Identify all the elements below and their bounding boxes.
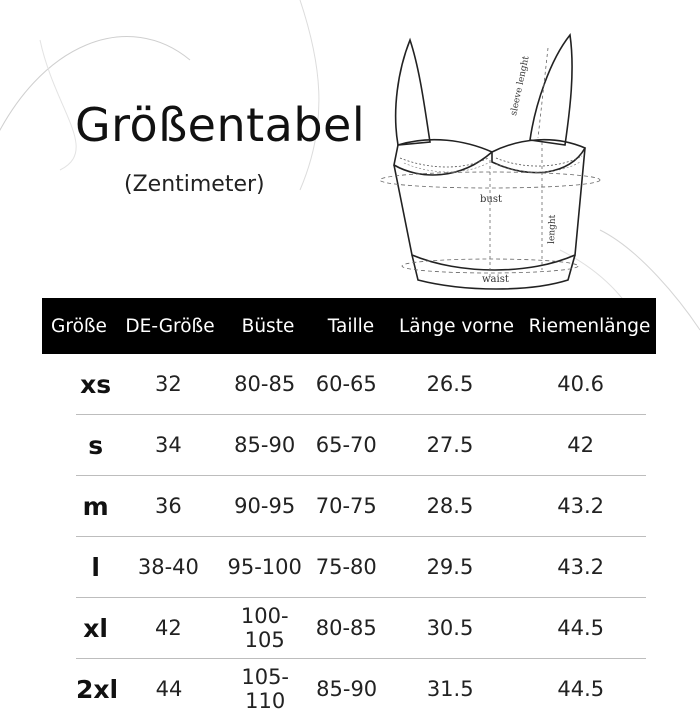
- waist-cell: 80-85: [315, 616, 377, 640]
- size-cell: s: [88, 430, 104, 460]
- table-row: [76, 476, 646, 537]
- bust-label: bust: [480, 194, 502, 205]
- front-length-cell: 27.5: [426, 433, 474, 457]
- de-size-cell: 36: [155, 494, 182, 518]
- waist-cell: 60-65: [315, 372, 377, 396]
- left-strap: [396, 40, 430, 145]
- waist-cell: 75-80: [315, 555, 377, 579]
- right-cup: [492, 140, 585, 173]
- table-row: [76, 659, 646, 719]
- waist-cell: 85-90: [316, 677, 378, 701]
- header-bust: Büste: [241, 315, 295, 337]
- de-size-cell: 44: [155, 677, 183, 701]
- bust-cell: 100-105: [240, 604, 289, 652]
- waist-cell: 70-75: [315, 494, 377, 518]
- unit-subtitle: (Zentimeter): [124, 172, 265, 197]
- size-cell: xl: [83, 613, 108, 643]
- header-size: Größe: [51, 315, 107, 337]
- length-label: lenght: [547, 214, 559, 245]
- de-size-cell: 34: [155, 433, 182, 457]
- bust-cell: 105-110: [241, 665, 290, 713]
- table-row: [76, 354, 646, 415]
- header-de-size: DE-Größe: [125, 315, 215, 337]
- header-strap-length: Riemenlänge: [528, 315, 651, 337]
- table-row: [76, 537, 646, 598]
- table-row: [76, 598, 646, 659]
- strap-length-cell: 44.5: [557, 677, 605, 701]
- strap-length-cell: 43.2: [557, 555, 605, 579]
- bust-cell: 90-95: [234, 494, 296, 518]
- strap-length-cell: 42: [567, 433, 595, 457]
- bust-cell: 85-90: [234, 433, 296, 457]
- front-length-cell: 26.5: [426, 372, 474, 396]
- de-size-cell: 32: [155, 372, 182, 396]
- size-table: [42, 298, 656, 719]
- header-waist: Taille: [327, 315, 375, 337]
- size-cell: m: [82, 491, 109, 521]
- front-length-cell: 29.5: [426, 555, 474, 579]
- size-cell: xs: [80, 369, 112, 399]
- strap-length-cell: 44.5: [557, 616, 605, 640]
- de-size-cell: 42: [155, 616, 182, 640]
- strap-length-cell: 43.2: [557, 494, 605, 518]
- bust-cell: 95-100: [227, 555, 302, 579]
- sleeve-length-label: sleeve lenght: [509, 55, 532, 117]
- right-strap: [530, 35, 572, 145]
- front-length-cell: 28.5: [426, 494, 474, 518]
- strap-length-cell: 40.6: [557, 372, 605, 396]
- front-length-cell: 30.5: [426, 616, 474, 640]
- waist-label: waist: [482, 274, 509, 285]
- size-cell: 2xl: [76, 674, 119, 704]
- bust-cell: 80-85: [234, 372, 296, 396]
- de-size-cell: 38-40: [137, 555, 199, 579]
- bodice-outline: [394, 148, 585, 270]
- left-cup: [394, 140, 492, 175]
- waist-cell: 65-70: [315, 433, 377, 457]
- size-cell: l: [91, 552, 100, 582]
- table-header: [42, 298, 656, 354]
- bustier-sketch: [370, 30, 610, 300]
- header-front-length: Länge vorne: [398, 315, 515, 337]
- table-row: [76, 415, 646, 476]
- page-title: Größentabel: [75, 98, 366, 152]
- front-length-cell: 31.5: [426, 677, 474, 701]
